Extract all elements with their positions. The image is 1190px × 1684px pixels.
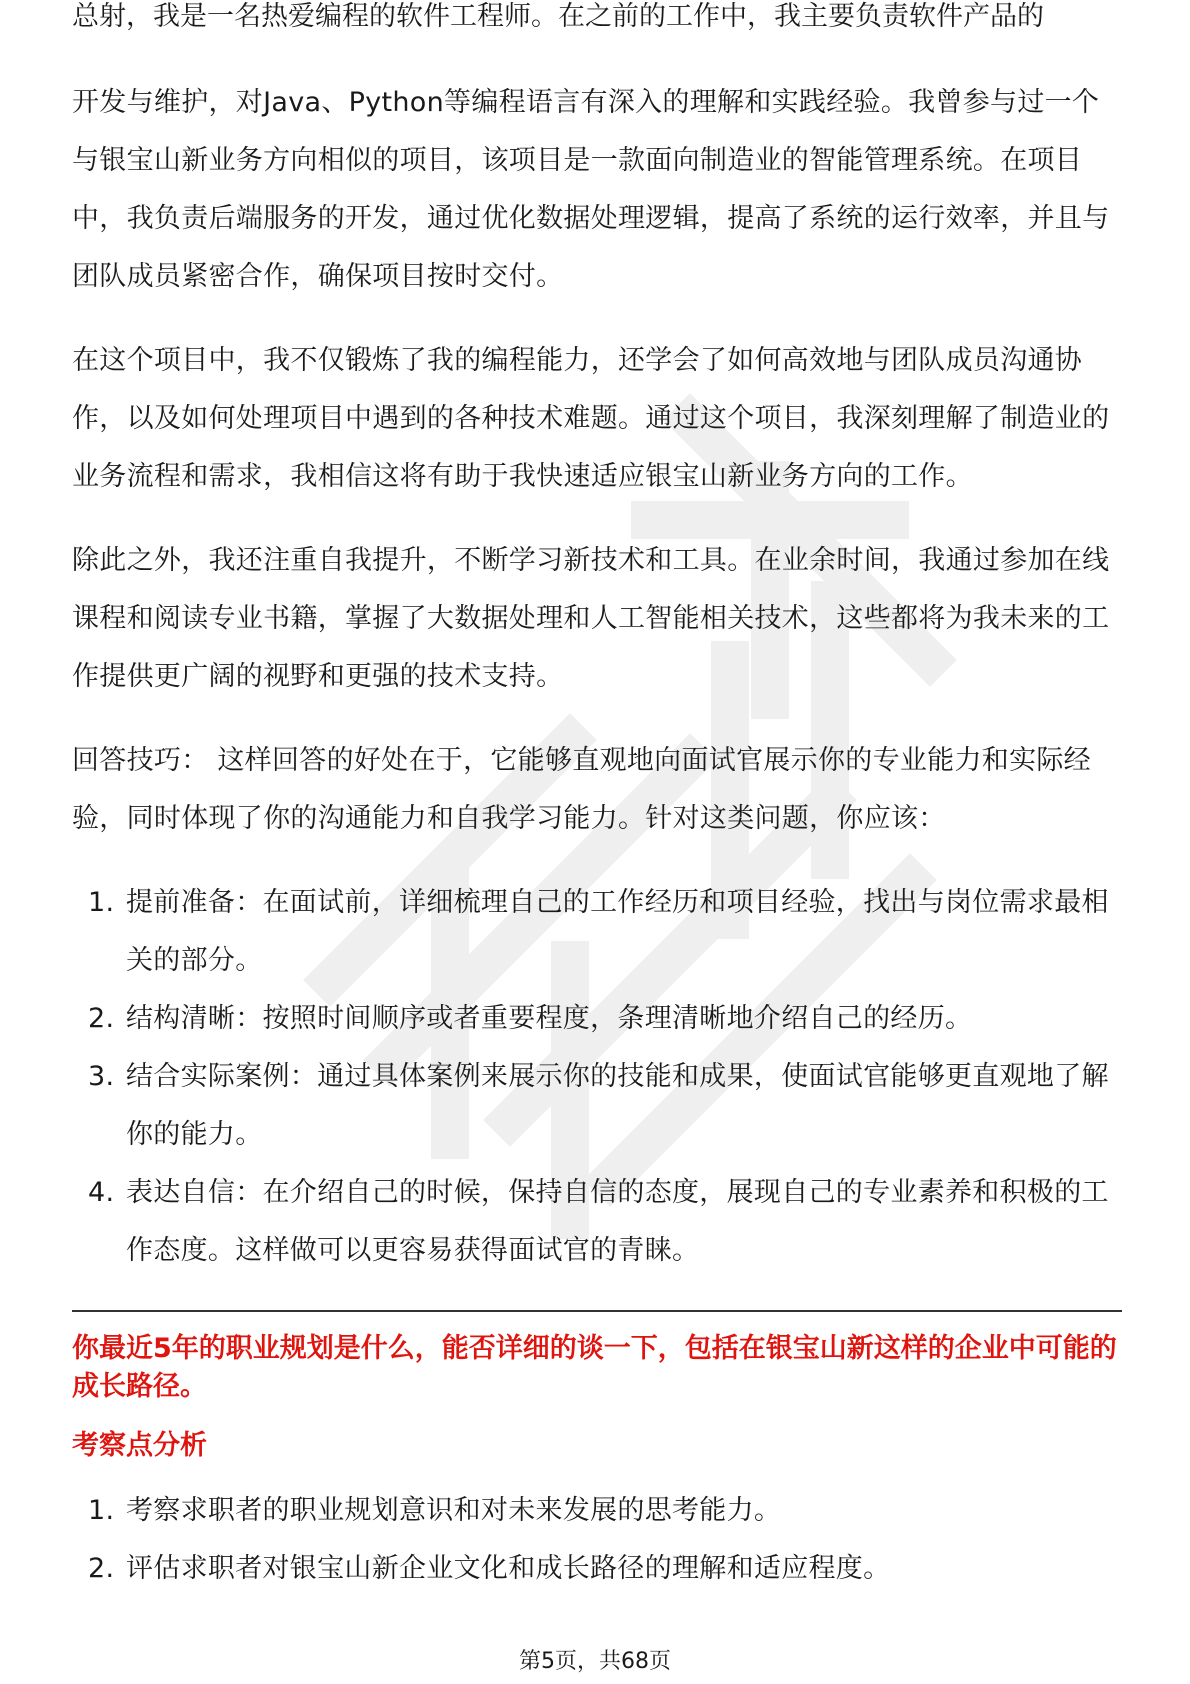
paragraph-experience: 开发与维护，对Java、Python等编程语言有深入的理解和实践经验。我曾参与过一个与银宝山新业务方向相似的项目，该项目是一款面向制造业的智能管理系统。在项目中，我负责后端服务的开发，通过优化数据处理逻辑，提高了系统的运行效率，并且与团队成员紧密合作，确保项目按时交付。 <box>72 87 1110 292</box>
page-footer: 第5页，共68页 <box>519 1649 671 1674</box>
list-number: 1. <box>88 1495 115 1526</box>
list-item <box>72 1048 1122 1164</box>
list-item <box>72 1482 1122 1540</box>
list-item <box>72 1164 1122 1280</box>
tips-list <box>72 874 1122 1280</box>
list-text: 提前准备：在面试前，详细梳理自己的工作经历和项目经验，找出与岗位需求最相关的部分。 <box>126 887 1109 976</box>
main-content <box>72 74 1122 1628</box>
list-text: 结构清晰：按照时间顺序或者重要程度，条理清晰地介绍自己的经历。 <box>126 1003 973 1034</box>
list-number: 2. <box>88 1003 115 1034</box>
paragraph-self-improvement: 除此之外，我还注重自我提升，不断学习新技术和工具。在业余时间，我通过参加在线课程和阅读专业书籍，掌握了大数据处理和人工智能相关技术，这些都将为我未来的工作提供更广阔的视野和更强的技术支持。 <box>72 545 1110 692</box>
list-number: 4. <box>88 1177 115 1208</box>
list-number: 1. <box>88 887 115 918</box>
list-text: 结合实际案例：通过具体案例来展示你的技能和成果，使面试官能够更直观地了解你的能力。 <box>126 1061 1109 1150</box>
list-text: 表达自信：在介绍自己的时候，保持自信的态度，展现自己的专业素养和积极的工作态度。这样做可以更容易获得面试官的青睐。 <box>126 1177 1109 1266</box>
list-number: 3. <box>88 1061 115 1092</box>
interview-question: 你最近5年的职业规划是什么，能否详细的谈一下，包括在银宝山新这样的企业中可能的成长路径。 <box>72 1333 1117 1402</box>
list-item <box>72 874 1122 990</box>
analysis-heading: 考察点分析 <box>72 1430 207 1461</box>
section-divider <box>72 1310 1122 1312</box>
list-item <box>72 990 1122 1048</box>
paragraph-project-growth: 在这个项目中，我不仅锻炼了我的编程能力，还学会了如何高效地与团队成员沟通协作，以及如何处理项目中遇到的各种技术难题。通过这个项目，我深刻理解了制造业的业务流程和需求，我相信这将有助于我快速适应银宝山新业务方向的工作。 <box>72 345 1110 492</box>
list-number: 2. <box>88 1553 115 1584</box>
list-text: 评估求职者对银宝山新企业文化和成长路径的理解和适应程度。 <box>126 1553 891 1584</box>
paragraph-answer-tips: 回答技巧： 这样回答的好处在于，它能够直观地向面试官展示你的专业能力和实际经验，同时体现了你的沟通能力和自我学习能力。针对这类问题，你应该： <box>72 745 1091 834</box>
analysis-list <box>72 1482 1122 1598</box>
list-item <box>72 1540 1122 1598</box>
truncated-top-line <box>72 1 1122 50</box>
truncated-top-text: 总射，我是一名热爱编程的软件工程师。在之前的工作中，我主要负责软件产品的 <box>72 1 1044 32</box>
list-text: 考察求职者的职业规划意识和对未来发展的思考能力。 <box>126 1495 782 1526</box>
